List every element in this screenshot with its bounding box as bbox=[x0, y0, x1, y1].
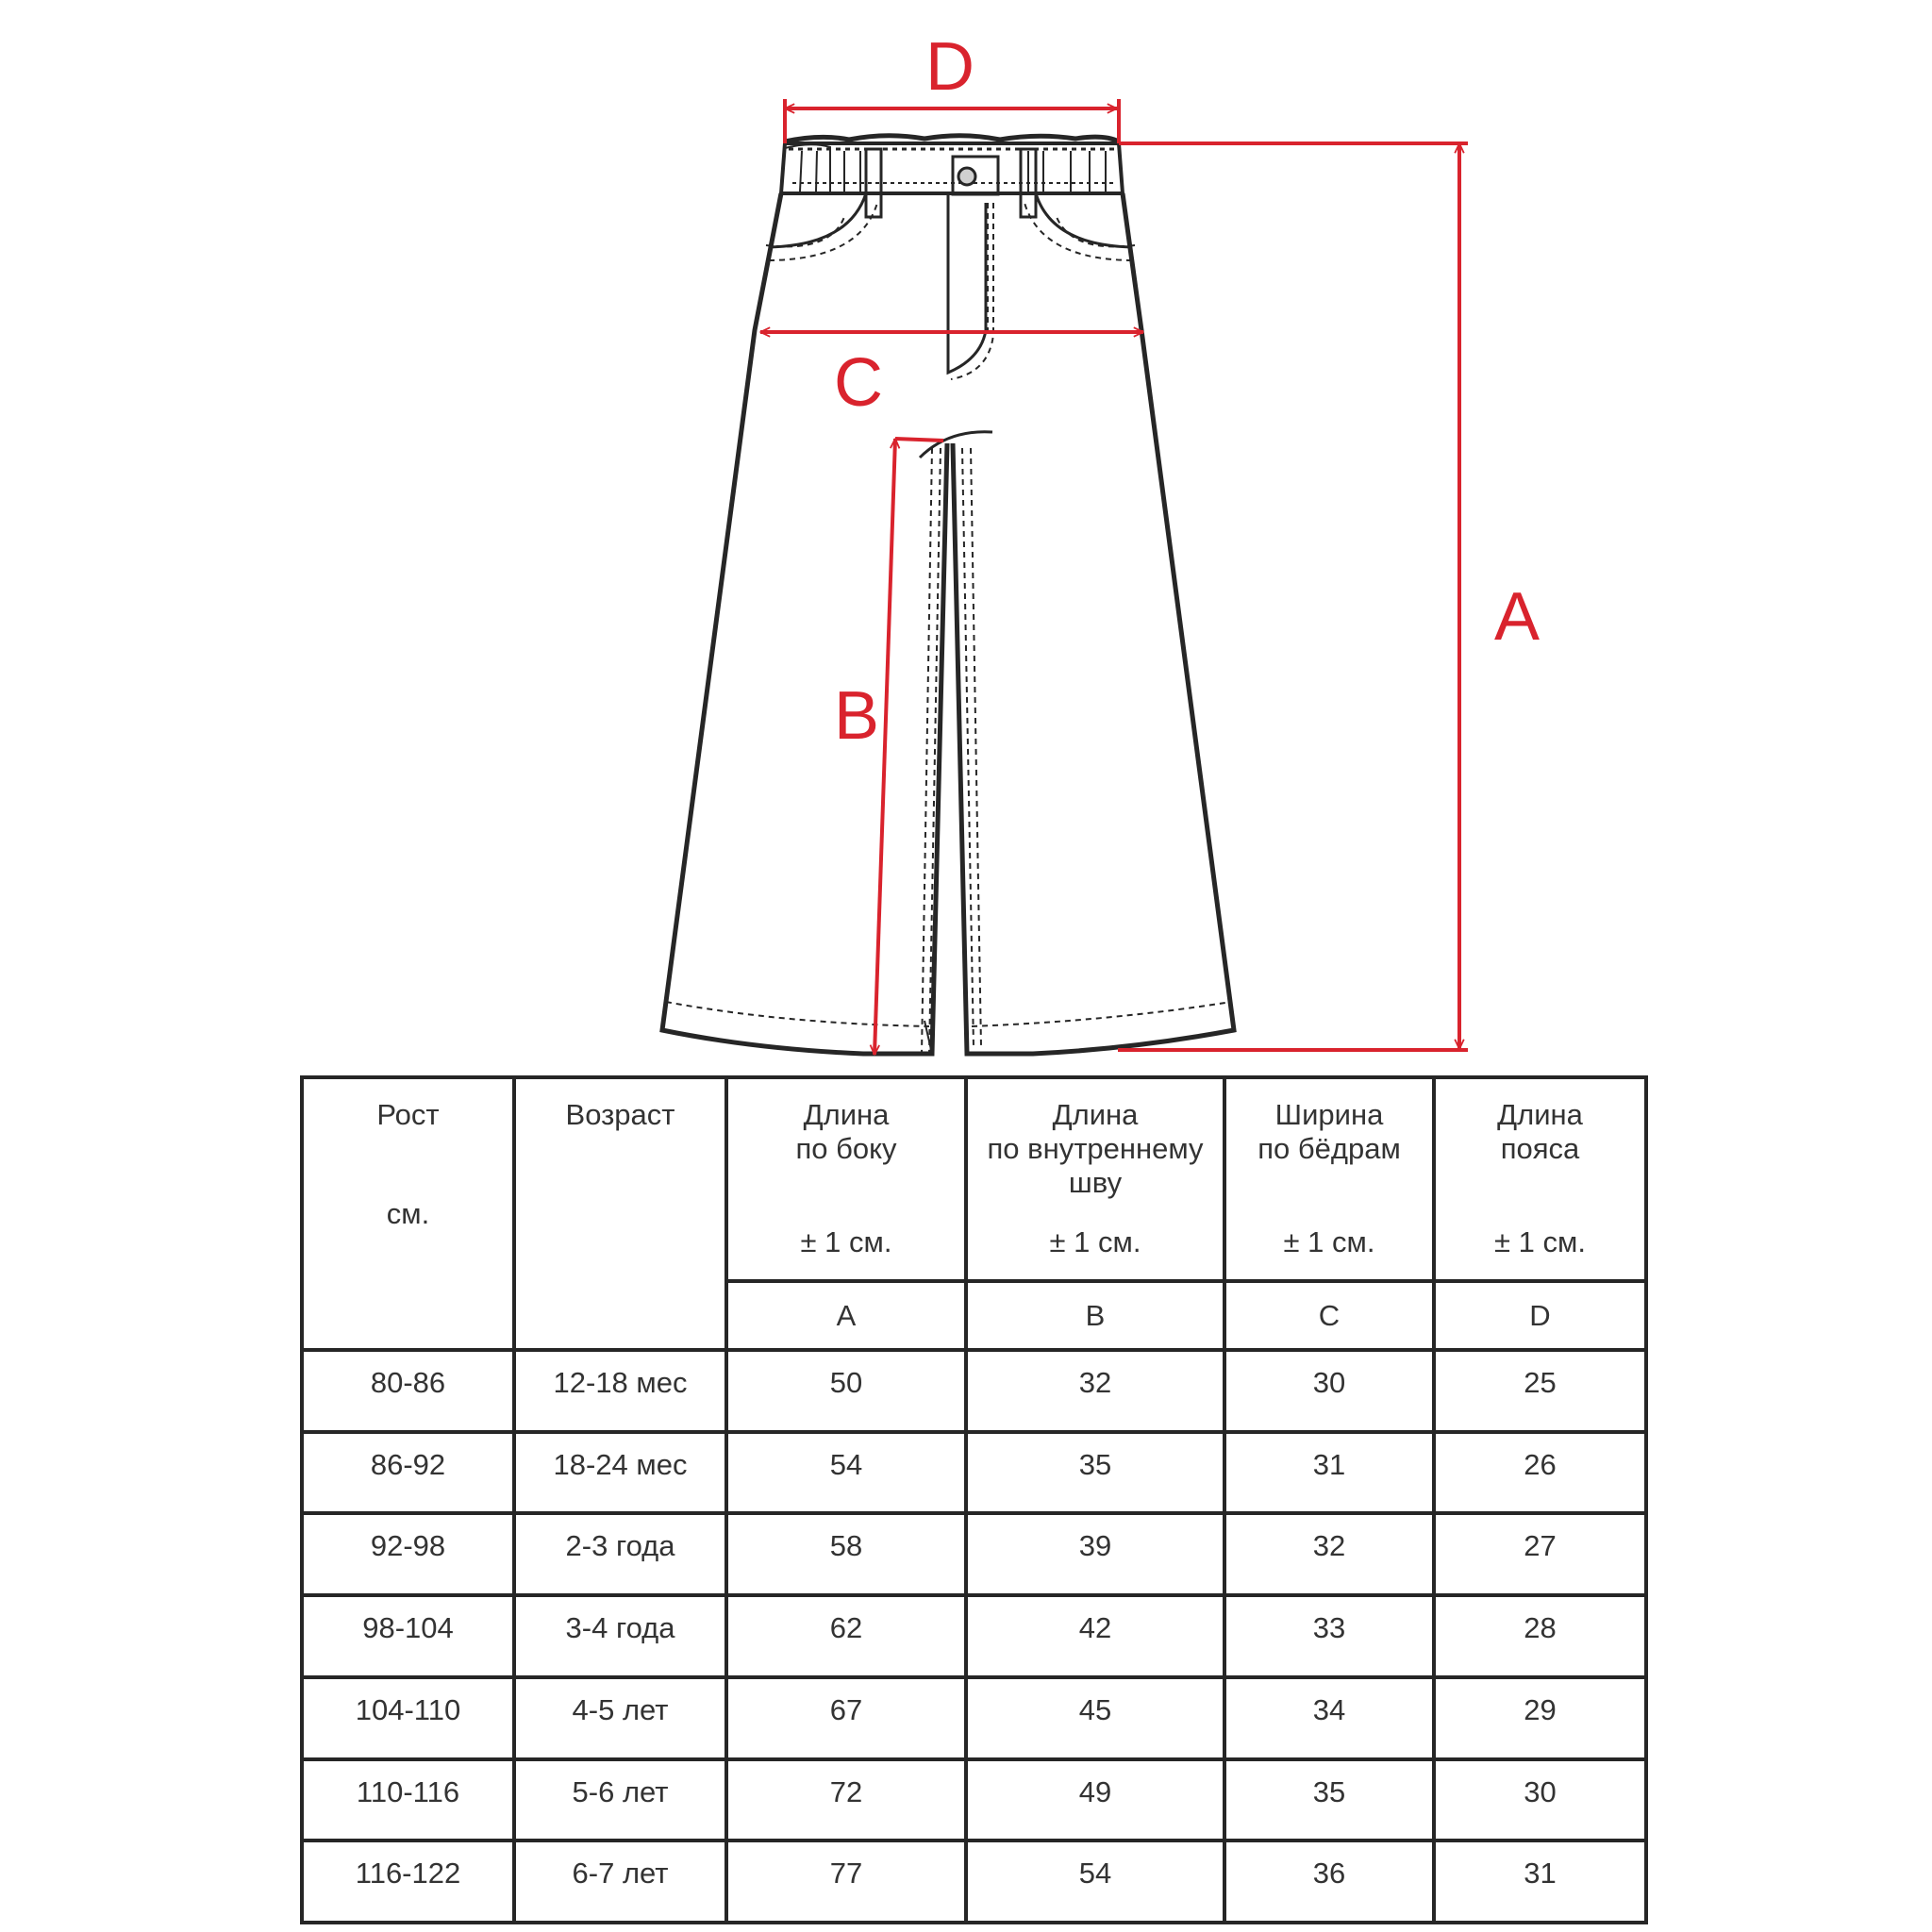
cell-c: 35 bbox=[1224, 1759, 1434, 1841]
table-row bbox=[302, 1432, 1646, 1514]
pants-outline-left bbox=[662, 193, 947, 1054]
dimension-b-label: B bbox=[833, 678, 880, 754]
cell-b: 42 bbox=[966, 1595, 1224, 1677]
cell-b: 54 bbox=[966, 1840, 1224, 1923]
header-hip-width bbox=[1224, 1077, 1434, 1281]
cell-age: 6-7 лет bbox=[514, 1840, 726, 1923]
cell-age: 18-24 мес bbox=[514, 1432, 726, 1514]
cell-d: 25 bbox=[1434, 1350, 1646, 1432]
cell-a: 77 bbox=[726, 1840, 966, 1923]
header-inseam bbox=[966, 1077, 1224, 1281]
cell-age: 5-6 лет bbox=[514, 1759, 726, 1841]
cell-c: 33 bbox=[1224, 1595, 1434, 1677]
header-side-length bbox=[726, 1077, 966, 1281]
dimension-a-label: A bbox=[1493, 579, 1541, 655]
header-height-title: Рост bbox=[376, 1098, 440, 1131]
table-row bbox=[302, 1513, 1646, 1595]
header-waist bbox=[1434, 1077, 1646, 1281]
cell-b: 32 bbox=[966, 1350, 1224, 1432]
header-hip-width-title: Ширина по бёдрам bbox=[1257, 1098, 1401, 1165]
pants-drawing bbox=[662, 136, 1234, 1054]
cell-b: 39 bbox=[966, 1513, 1224, 1595]
table-row bbox=[302, 1350, 1646, 1432]
button bbox=[958, 168, 975, 185]
header-height bbox=[302, 1077, 514, 1350]
header-letter-d: D bbox=[1434, 1281, 1646, 1350]
header-inseam-tolerance: ± 1 см. bbox=[1049, 1225, 1141, 1258]
cell-c: 30 bbox=[1224, 1350, 1434, 1432]
cell-b: 49 bbox=[966, 1759, 1224, 1841]
cell-height: 92-98 bbox=[302, 1513, 514, 1595]
cell-d: 30 bbox=[1434, 1759, 1646, 1841]
cell-c: 34 bbox=[1224, 1677, 1434, 1759]
cell-a: 67 bbox=[726, 1677, 966, 1759]
cell-height: 86-92 bbox=[302, 1432, 514, 1514]
cell-height: 80-86 bbox=[302, 1350, 514, 1432]
cell-height: 116-122 bbox=[302, 1840, 514, 1923]
hem-right bbox=[972, 1002, 1231, 1026]
size-chart-table bbox=[300, 1075, 1644, 1924]
header-waist-tolerance: ± 1 см. bbox=[1494, 1225, 1586, 1258]
waistband-top bbox=[785, 136, 1119, 142]
header-inseam-title: Длина по внутреннему шву bbox=[987, 1098, 1204, 1199]
dimension-c-label: C bbox=[834, 345, 883, 421]
header-waist-title: Длина пояса bbox=[1497, 1098, 1583, 1165]
table-row bbox=[302, 1595, 1646, 1677]
cell-c: 32 bbox=[1224, 1513, 1434, 1595]
header-side-length-title: Длина по боку bbox=[795, 1098, 897, 1165]
dimension-d-label: D bbox=[925, 29, 974, 105]
cell-a: 62 bbox=[726, 1595, 966, 1677]
hem-left bbox=[666, 1002, 929, 1026]
cell-age: 12-18 мес bbox=[514, 1350, 726, 1432]
header-age bbox=[514, 1077, 726, 1350]
cell-age: 2-3 года bbox=[514, 1513, 726, 1595]
cell-b: 35 bbox=[966, 1432, 1224, 1514]
header-side-length-tolerance: ± 1 см. bbox=[800, 1225, 892, 1258]
header-letter-c: C bbox=[1224, 1281, 1434, 1350]
header-letter-a: A bbox=[726, 1281, 966, 1350]
cell-age: 3-4 года bbox=[514, 1595, 726, 1677]
table-row bbox=[302, 1759, 1646, 1841]
cell-height: 98-104 bbox=[302, 1595, 514, 1677]
pants-outline-right bbox=[953, 193, 1234, 1054]
cell-height: 110-116 bbox=[302, 1759, 514, 1841]
header-age-title: Возраст bbox=[565, 1098, 675, 1131]
cell-a: 58 bbox=[726, 1513, 966, 1595]
cell-a: 54 bbox=[726, 1432, 966, 1514]
cell-d: 26 bbox=[1434, 1432, 1646, 1514]
cell-age: 4-5 лет bbox=[514, 1677, 726, 1759]
header-height-unit: см. bbox=[386, 1197, 430, 1230]
fly bbox=[948, 193, 986, 373]
cell-d: 29 bbox=[1434, 1677, 1646, 1759]
cell-a: 72 bbox=[726, 1759, 966, 1841]
header-hip-width-tolerance: ± 1 см. bbox=[1283, 1225, 1375, 1258]
dimension-lines bbox=[760, 99, 1468, 1055]
header-letter-b: B bbox=[966, 1281, 1224, 1350]
cell-d: 31 bbox=[1434, 1840, 1646, 1923]
cell-d: 27 bbox=[1434, 1513, 1646, 1595]
table-row bbox=[302, 1840, 1646, 1923]
cell-d: 28 bbox=[1434, 1595, 1646, 1677]
cell-b: 45 bbox=[966, 1677, 1224, 1759]
cell-height: 104-110 bbox=[302, 1677, 514, 1759]
table-row bbox=[302, 1677, 1646, 1759]
cell-c: 31 bbox=[1224, 1432, 1434, 1514]
cell-a: 50 bbox=[726, 1350, 966, 1432]
cell-c: 36 bbox=[1224, 1840, 1434, 1923]
